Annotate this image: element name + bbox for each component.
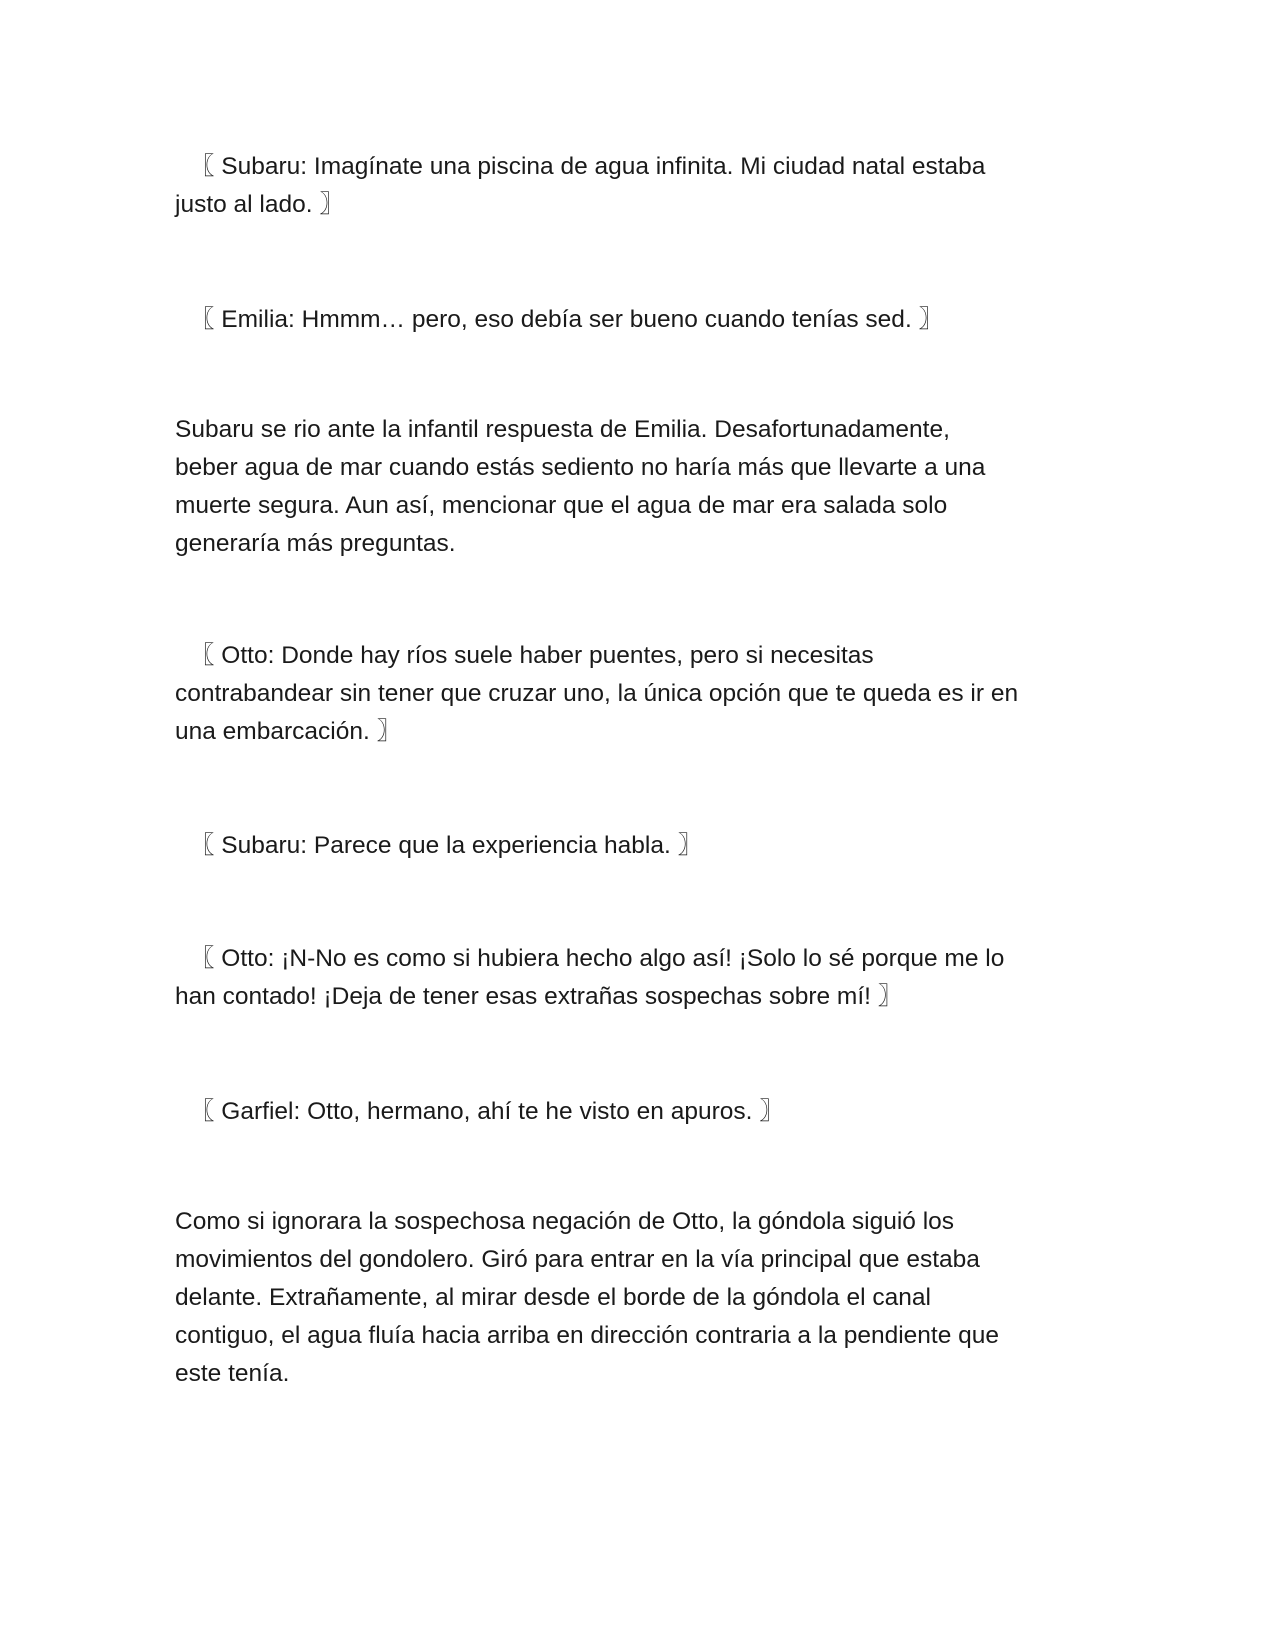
text-line: 〖 Subaru: Imagínate una piscina de agua infinita. Mi ciudad natal estaba — [190, 153, 986, 180]
narration-paragraph — [175, 411, 1095, 563]
text-line: 〖 Otto: ¡N-No es como si hubiera hecho algo así! ¡Solo lo sé porque me lo — [190, 945, 1005, 972]
text-line: 〖 Emilia: Hmmm… pero, eso debía ser bueno cuando tenías sed. 〗 — [190, 306, 944, 333]
dialogue-paragraph-otto — [175, 637, 1095, 751]
text-line: 〖 Subaru: Parece que la experiencia habla. 〗 — [190, 832, 703, 859]
text-line: una embarcación. 〗 — [175, 718, 402, 745]
text-line: contrabandear sin tener que cruzar uno, la única opción que te queda es ir en — [175, 680, 1019, 707]
text-line: muerte segura. Aun así, mencionar que el agua de mar era salada solo — [175, 492, 948, 519]
dialogue-paragraph-otto-2 — [175, 940, 1095, 1016]
dialogue-paragraph-subaru — [175, 148, 1095, 224]
text-line: 〖 Otto: Donde hay ríos suele haber puentes, pero si necesitas — [190, 642, 874, 669]
text-line: justo al lado. 〗 — [175, 191, 344, 218]
narration-paragraph-2 — [175, 1203, 1095, 1393]
text-line: movimientos del gondolero. Giró para entrar en la vía principal que estaba — [175, 1246, 980, 1273]
text-line: generaría más preguntas. — [175, 530, 456, 557]
text-line: delante. Extrañamente, al mirar desde el borde de la góndola el canal — [175, 1284, 931, 1311]
text-line: Como si ignorara la sospechosa negación de Otto, la góndola siguió los — [175, 1208, 955, 1235]
text-line: Subaru se rio ante la infantil respuesta de Emilia. Desafortunadamente, — [175, 416, 950, 443]
text-line: 〖 Garfiel: Otto, hermano, ahí te he visto en apuros. 〗 — [190, 1098, 784, 1125]
text-line: contiguo, el agua fluía hacia arriba en dirección contraria a la pendiente que — [175, 1322, 1000, 1349]
text-line: este tenía. — [175, 1360, 290, 1387]
dialogue-paragraph-subaru-2 — [175, 827, 1095, 865]
text-line: beber agua de mar cuando estás sediento no haría más que llevarte a una — [175, 454, 986, 481]
text-line: han contado! ¡Deja de tener esas extrañas sospechas sobre mí! 〗 — [175, 983, 903, 1010]
dialogue-paragraph-garfiel — [175, 1093, 1095, 1131]
dialogue-paragraph-emilia — [175, 301, 1095, 339]
